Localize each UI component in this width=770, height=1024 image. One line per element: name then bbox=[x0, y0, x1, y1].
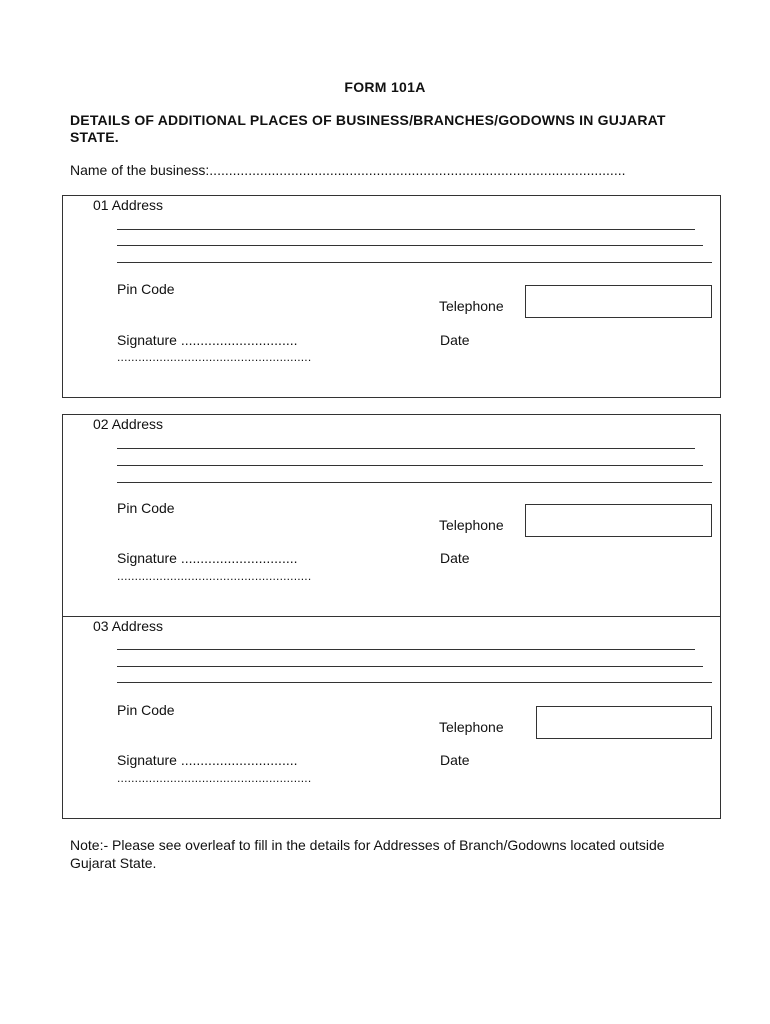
date-label: Date bbox=[440, 550, 470, 566]
address-line-2[interactable] bbox=[117, 465, 703, 466]
entry-02 bbox=[63, 416, 722, 616]
entry-03 bbox=[63, 618, 722, 818]
address-line-2[interactable] bbox=[117, 245, 703, 246]
telephone-input[interactable] bbox=[525, 285, 712, 318]
footer-note: Note:- Please see overleaf to fill in the details for Addresses of Branch/Godowns located outside Gujarat State. bbox=[70, 837, 665, 871]
telephone-label: Telephone bbox=[439, 517, 504, 533]
address-line-3[interactable] bbox=[117, 482, 712, 483]
signature-label: Signature .............................. bbox=[117, 752, 298, 768]
pin-code-label: Pin Code bbox=[117, 500, 175, 516]
entry-box-01 bbox=[62, 195, 721, 398]
telephone-input[interactable] bbox=[525, 504, 712, 537]
date-label: Date bbox=[440, 752, 470, 768]
signature-dotted-line[interactable]: ....................................................... bbox=[117, 569, 312, 583]
address-label: 03 Address bbox=[93, 618, 164, 634]
signature-dotted-line[interactable]: ....................................................... bbox=[117, 771, 312, 785]
telephone-label: Telephone bbox=[439, 298, 504, 314]
address-line-3[interactable] bbox=[117, 262, 712, 263]
telephone-label: Telephone bbox=[439, 719, 504, 735]
address-line-1[interactable] bbox=[117, 448, 695, 449]
entry-01 bbox=[63, 197, 722, 397]
entry-box-02-03 bbox=[62, 414, 721, 819]
address-label: 02 Address bbox=[93, 416, 164, 432]
address-line-1[interactable] bbox=[117, 649, 695, 650]
entry-divider bbox=[63, 616, 720, 617]
telephone-input[interactable] bbox=[536, 706, 712, 739]
signature-label: Signature .............................. bbox=[117, 332, 298, 348]
form-heading: DETAILS OF ADDITIONAL PLACES OF BUSINESS/BRANCHES/GODOWNS IN GUJARAT STATE. bbox=[70, 112, 666, 145]
business-name-field[interactable]: Name of the business:........................................................................................................... bbox=[70, 162, 626, 178]
form-title: FORM 101A bbox=[344, 79, 426, 95]
address-line-3[interactable] bbox=[117, 682, 712, 683]
signature-dotted-line[interactable]: ....................................................... bbox=[117, 350, 312, 364]
pin-code-label: Pin Code bbox=[117, 702, 175, 718]
signature-label: Signature .............................. bbox=[117, 550, 298, 566]
address-label: 01 Address bbox=[93, 197, 164, 213]
address-line-2[interactable] bbox=[117, 666, 703, 667]
pin-code-label: Pin Code bbox=[117, 281, 175, 297]
address-line-1[interactable] bbox=[117, 229, 695, 230]
date-label: Date bbox=[440, 332, 470, 348]
